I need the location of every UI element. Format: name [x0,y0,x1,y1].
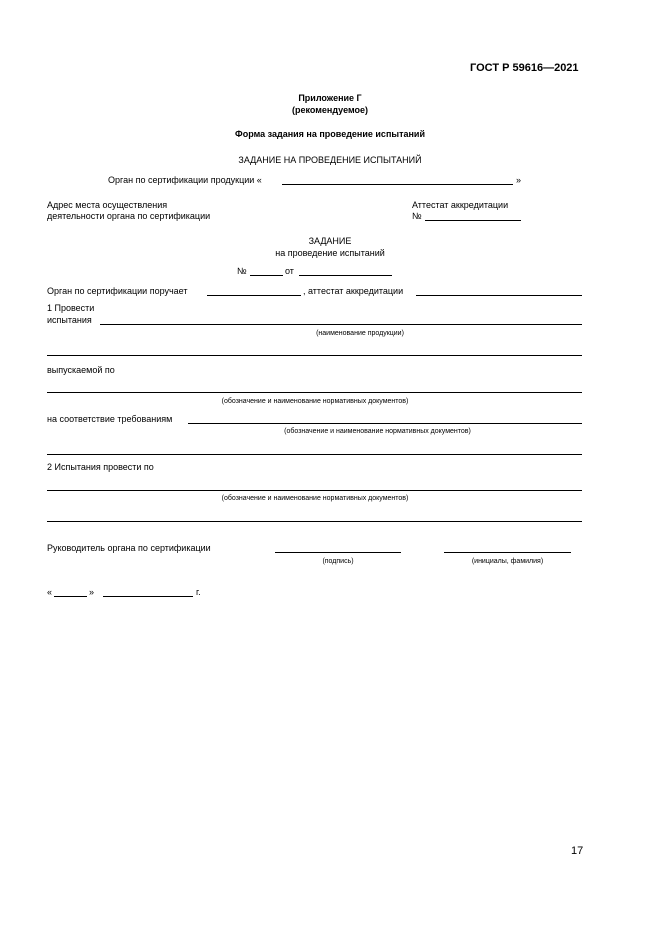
task-from-label: от [285,266,294,276]
item1-label-line1: 1 Провести [47,303,95,313]
hint-docs-3: (обозначение и наименование нормативных документов) [221,495,409,502]
cert-body-label: Орган по сертификации продукции « [108,175,262,185]
page-number: 17 [571,845,584,857]
item1-label-line2: испытания [47,315,92,325]
date-month-line[interactable] [103,596,193,597]
produced-label: выпускаемой по [47,365,115,375]
instructs-label: Орган по сертификации поручает [47,286,188,296]
date-close-quote: » [89,587,95,597]
head-label: Руководитель органа по сертификации [47,543,211,553]
cert-body-field-line[interactable] [282,184,513,185]
hint-docs-2: (обозначение и наименование нормативных документов) [284,428,471,435]
form-title: Форма задания на проведение испытаний [235,129,425,139]
hint-docs-1: (обозначение и наименование нормативных документов) [221,398,409,405]
accreditation-number-sign: № [412,211,422,221]
appendix-title: Приложение Г [298,93,362,103]
address-label-line2: деятельности органа по сертификации [47,211,211,221]
tests-docs-line-2[interactable] [47,521,582,522]
form-caps-title: ЗАДАНИЕ НА ПРОВЕДЕНИЕ ИСПЫТАНИЙ [238,155,422,165]
hint-name: (инициалы, фамилия) [471,558,544,565]
product-name-line-2[interactable] [47,355,582,356]
task-subtitle: на проведение испытаний [275,248,385,258]
date-year-label: г. [196,587,201,597]
product-name-line[interactable] [100,324,582,325]
date-day-line[interactable] [54,596,87,597]
document-code: ГОСТ Р 59616—2021 [470,62,579,74]
instructs-body-line[interactable] [207,295,301,296]
cert-body-close-quote: » [516,175,522,185]
hint-signature: (подпись) [322,558,354,565]
task-number-line[interactable] [250,275,283,276]
accreditation-number-line[interactable] [425,220,521,221]
item2-label: 2 Испытания провести по [47,462,154,472]
produced-docs-line[interactable] [47,392,582,393]
task-number-sign: № [237,266,247,276]
tests-docs-line[interactable] [47,490,582,491]
signature-line[interactable] [275,552,401,553]
address-label-line1: Адрес места осуществления [47,200,168,210]
name-line[interactable] [444,552,571,553]
instructs-accreditation-line[interactable] [416,295,582,296]
compliance-label: на соответствие требованиям [47,414,173,424]
hint-product: (наименование продукции) [316,330,404,337]
instructs-accreditation-label: , аттестат аккредитации [303,286,404,296]
accreditation-label: Аттестат аккредитации [412,200,509,210]
date-open-quote: « [47,587,53,597]
compliance-docs-line[interactable] [188,423,582,424]
task-title: ЗАДАНИЕ [308,236,352,246]
task-date-line[interactable] [299,275,392,276]
compliance-docs-line-2[interactable] [47,454,582,455]
appendix-status: (рекомендуемое) [292,105,368,115]
